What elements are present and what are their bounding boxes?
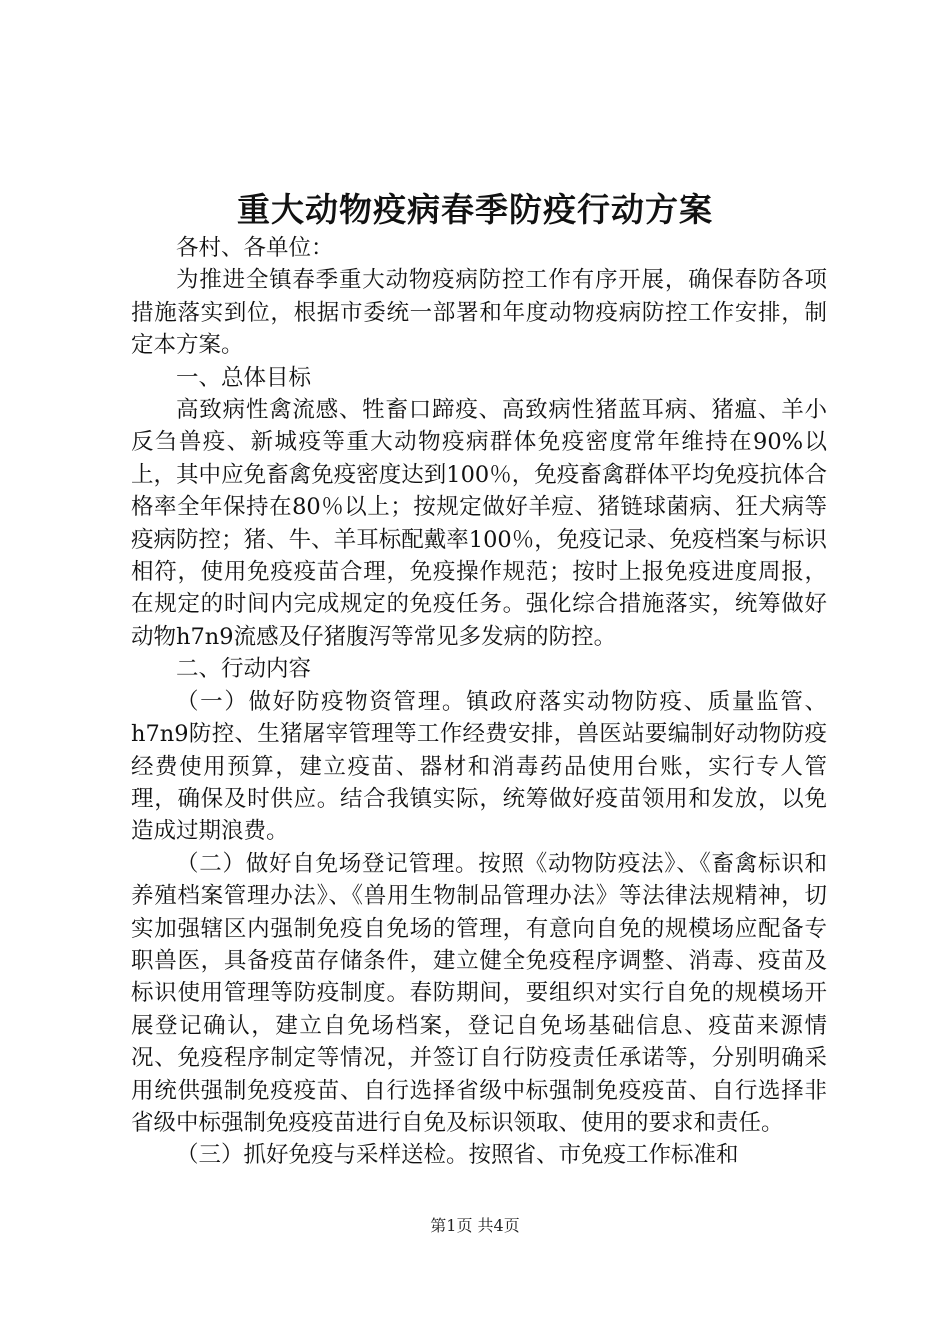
- intro-paragraph: 为推进全镇春季重大动物疫病防控工作有序开展，确保春防各项措施落实到位，根据市委统一部署和年度动物疫病防控工作安排，制定本方案。: [131, 267, 827, 359]
- action-item-1: （一）做好防疫物资管理。镇政府落实动物防疫、质量监管、h7n9防控、生猪屠宰管理等工作经费安排，兽医站要编制好动物防疫经费使用预算，建立疫苗、器材和消毒药品使用台账，实行专人管理，确保及时供应。结合我镇实际，统筹做好疫苗领用和发放，以免造成过期浪费。: [131, 688, 827, 845]
- section-heading-actions: 二、行动内容: [176, 656, 312, 683]
- document-body: [131, 232, 827, 1172]
- section-heading-goals: 一、总体目标: [176, 364, 312, 391]
- action-item-2: （二）做好自免场登记管理。按照《动物防疫法》、《畜禽标识和养殖档案管理办法》、《兽用生物制品管理办法》等法律法规精神，切实加强辖区内强制免疫自免场的管理，有意向自免的规模场应配备专职兽医，具备疫苗存储条件，建立健全免疫程序调整、消毒、疫苗及标识使用管理等防疫制度。春防期间，要组织对实行自免的规模场开展登记确认，建立自免场档案，登记自免场基础信息、疫苗来源情况、免疫程序制定等情况，并签订自行防疫责任承诺等，分别明确采用统供强制免疫疫苗、自行选择省级中标强制免疫疫苗、自行选择非省级中标强制免疫疫苗进行自免及标识领取、使用的要求和责任。: [131, 850, 827, 1136]
- action-item-3: （三）抓好免疫与采样送检。按照省、市免疫工作标准和: [176, 1142, 739, 1169]
- goals-paragraph: 高致病性禽流感、牲畜口蹄疫、高致病性猪蓝耳病、猪瘟、羊小反刍兽疫、新城疫等重大动物疫病群体免疫密度常年维持在90%以上，其中应免畜禽免疫密度达到100％，免疫畜禽群体平均免疫抗体合格率全年保持在80％以上；按规定做好羊痘、猪链球菌病、狂犬病等疫病防控；猪、牛、羊耳标配戴率100％，免疫记录、免疫档案与标识相符，使用免疫疫苗合理，免疫操作规范；按时上报免疫进度周报，在规定的时间内完成规定的免疫任务。强化综合措施落实，统筹做好动物h7n9流感及仔猪腹泻等常见多发病的防控。: [131, 397, 827, 650]
- document-title: 重大动物疫病春季防疫行动方案: [237, 190, 713, 229]
- salutation: 各村、各单位：: [176, 235, 334, 261]
- page-footer: 第1页 共4页: [430, 1216, 520, 1235]
